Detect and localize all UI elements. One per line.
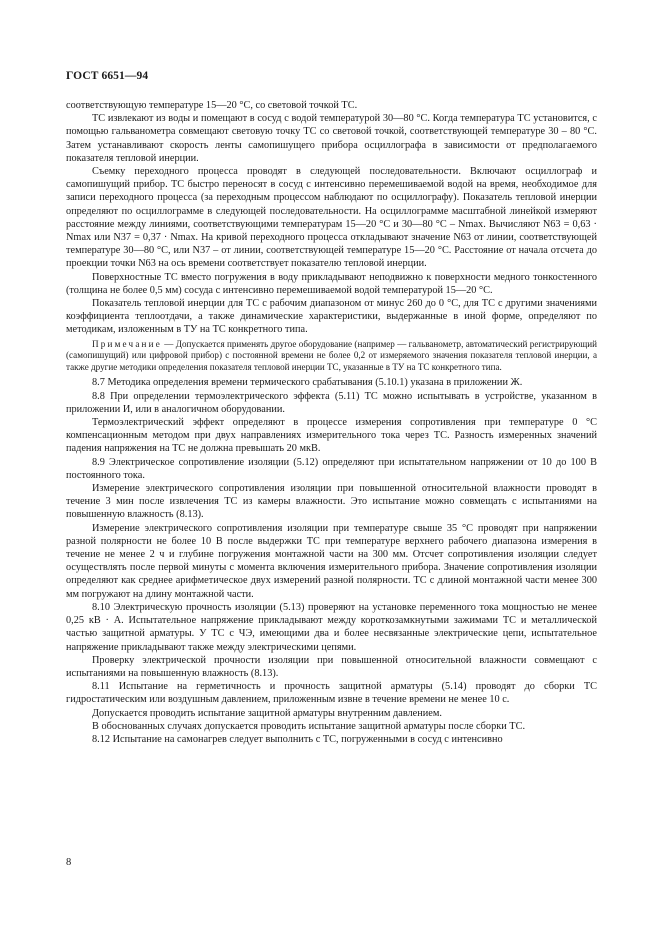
paragraph-text: 8.7 Методика определения времени термического срабатывания (5.10.1) указана в приложении Ж. — [92, 377, 523, 389]
paragraph-text: Съемку переходного процесса проводят в следующей последовательности. Включают осциллограф и самопишущий прибор. ТС быстро переносят в сосуд с интенсивно перемешиваемой водой на время, необходимое для записи переходного процесса (за переходным процессом наблюдают по осциллографу). Показатель тепловой инерции определяют по осциллограмме в следующей последовательности. На осциллограмме масштабной линейкой измеряют расстояние между линиями, соответствующими температурам 15—20 °С и 30—80 °С – Nmax. Вычисляют N63 = 0,63 · Nmax или N37 = 0,37 · Nmax. На кривой переходного процесса откладывают значение N63 от линии, соответствующей температуре 30—80 °С, или N37 – от линии, соответствующей температуре 15—20 °С. Расстояние от начала отсчета до проекции точки N63 на ось времени соответствует показателю тепловой инерции. — [66, 166, 597, 270]
body-paragraph — [66, 376, 597, 389]
body-paragraph — [66, 733, 597, 746]
body-paragraph — [66, 99, 597, 112]
body-paragraph — [66, 456, 597, 482]
document-body — [66, 99, 597, 746]
body-paragraph — [66, 165, 597, 271]
paragraph-text: Измерение электрического сопротивления изоляции при повышенной относительной влажности проводят в течение 3 мин после извлечения ТС из камеры влажности. Это испытание можно совмещать с испытаниями на повышенную влажность (8.13). — [66, 483, 597, 521]
body-paragraph — [66, 680, 597, 706]
page-number: 8 — [66, 857, 72, 868]
body-paragraph — [66, 390, 597, 416]
paragraph-text: ТС извлекают из воды и помещают в сосуд с водой температурой 30—80 °С. Когда температура ТС установится, с помощью гальванометра совмещают световую точку ТС со световой точкой, соответствующей температуре 30 – 80 °С. Затем устанавливают скорость ленты самопишущего прибора осциллографа в зависимости от предполагаемого показателя тепловой инерции. — [66, 113, 597, 164]
paragraph-text: 8.10 Электрическую прочность изоляции (5.13) проверяют на установке переменного тока мощностью не менее 0,25 кВ · А. Испытательное напряжение прикладывают между короткозамкнутыми зажимами ТС и металлической частью защитной арматуры. У ТС с ЧЭ, имеющими два и более несвязанные электрические цепи, испытательное напряжение прикладывают также между электрическими цепями. — [66, 601, 597, 653]
body-paragraph — [66, 522, 597, 601]
note-label: Примечание — [92, 338, 162, 349]
body-paragraph — [66, 271, 597, 297]
body-paragraph — [66, 654, 597, 680]
paragraph-text: Термоэлектрический эффект определяют в процессе измерения сопротивления при температуре 0 °С компенсационным методом при двух направлениях измерительного тока через ТС. Разность измеренных значений падения напряжения на ТС не должна превышать 20 мкВ. — [66, 417, 597, 455]
paragraph-text: Проверку электрической прочности изоляции при повышенной относительной влажности совмещают с испытаниями на повышенную влажность (8.13). — [66, 654, 597, 679]
paragraph-text: В обоснованных случаях допускается проводить испытание защитной арматуры после сборки ТС. — [92, 720, 526, 732]
note-paragraph: Примечание — Допускается применять другое оборудование (например — гальванометр, автоматический регистрирующий (самопишущий) или цифровой прибор) с постоянной времени не более 0,2 от измеряемого значения показателя тепловой инерции, а также другие методики определения показателя тепловой инерции ТС, указанные в ТУ на ТС конкретного типа. — [66, 338, 598, 372]
body-paragraph — [66, 416, 597, 456]
body-paragraph — [66, 112, 597, 165]
paragraph-text: Показатель тепловой инерции для ТС с рабочим диапазоном от минус 260 до 0 °С, для ТС с другими значениями коэффициента теплоотдачи, а также динамические характеристики, выдержанные в иной форме, определяют по методикам, изложенным в ТУ на ТС конкретного типа. — [66, 298, 597, 336]
paragraph-text: соответствующую температуре 15—20 °С, со световой точкой ТС. — [66, 100, 358, 111]
body-paragraph — [66, 601, 597, 654]
body-paragraph — [66, 707, 597, 720]
body-paragraph — [66, 297, 597, 337]
standard-header: ГОСТ 6651—94 — [66, 70, 149, 82]
paragraph-text: 8.9 Электрическое сопротивление изоляции (5.12) определяют при испытательном напряжении от 10 до 100 В постоянного тока. — [66, 456, 597, 481]
paragraph-text: 8.8 При определении термоэлектрического эффекта (5.11) ТС можно испытывать в устройстве, указанном в приложении И, или в аналогичном оборудовании. — [66, 390, 597, 415]
paragraph-text: Измерение электрического сопротивления изоляции при температуре свыше 35 °С проводят при напряжении разной полярности не более 10 В после выдержки ТС при температуре верхнего рабочего диапазона измерения в течение не менее 2 ч и глубине погружения монтажной части на 300 мм. Отсчет сопротивления изоляции следует осуществлять после первой минуты с момента включения измерительного прибора. Значение сопротивления изоляции определяют как среднее арифметическое двух измерений разной полярности. ТС с длиной монтажной части менее 300 мм погружают на длину монтажной части. — [66, 522, 597, 600]
paragraph-text: 8.11 Испытание на герметичность и прочность защитной арматуры (5.14) проводят до сборки ТС гидростатическим или воздушным давлением, приложенным извне в течение времени не менее 10 с. — [66, 681, 597, 706]
paragraph-text: Поверхностные ТС вместо погружения в воду прикладывают неподвижно к поверхности медного тонкостенного (толщина не более 0,5 мм) сосуда с интенсивно перемешиваемой водой температурой 15—20 °С. — [66, 271, 597, 296]
body-paragraph — [66, 720, 597, 733]
paragraph-text: Допускается применять другое оборудование (например — гальванометр, автоматический регистрирующий (самопишущий) или цифровой прибор) с постоянной времени не более 0,2 от измеряемого значения показателя тепловой инерции, а также другие методики определения показателя тепловой инерции ТС, указанные в ТУ на ТС конкретного типа. — [66, 338, 598, 372]
paragraph-text: Допускается проводить испытание защитной арматуры внутренним давлением. — [92, 707, 442, 719]
body-paragraph — [66, 482, 597, 522]
paragraph-text: 8.12 Испытание на самонагрев следует выполнить с ТС, погруженными в сосуд с интенсивно — [92, 733, 503, 745]
